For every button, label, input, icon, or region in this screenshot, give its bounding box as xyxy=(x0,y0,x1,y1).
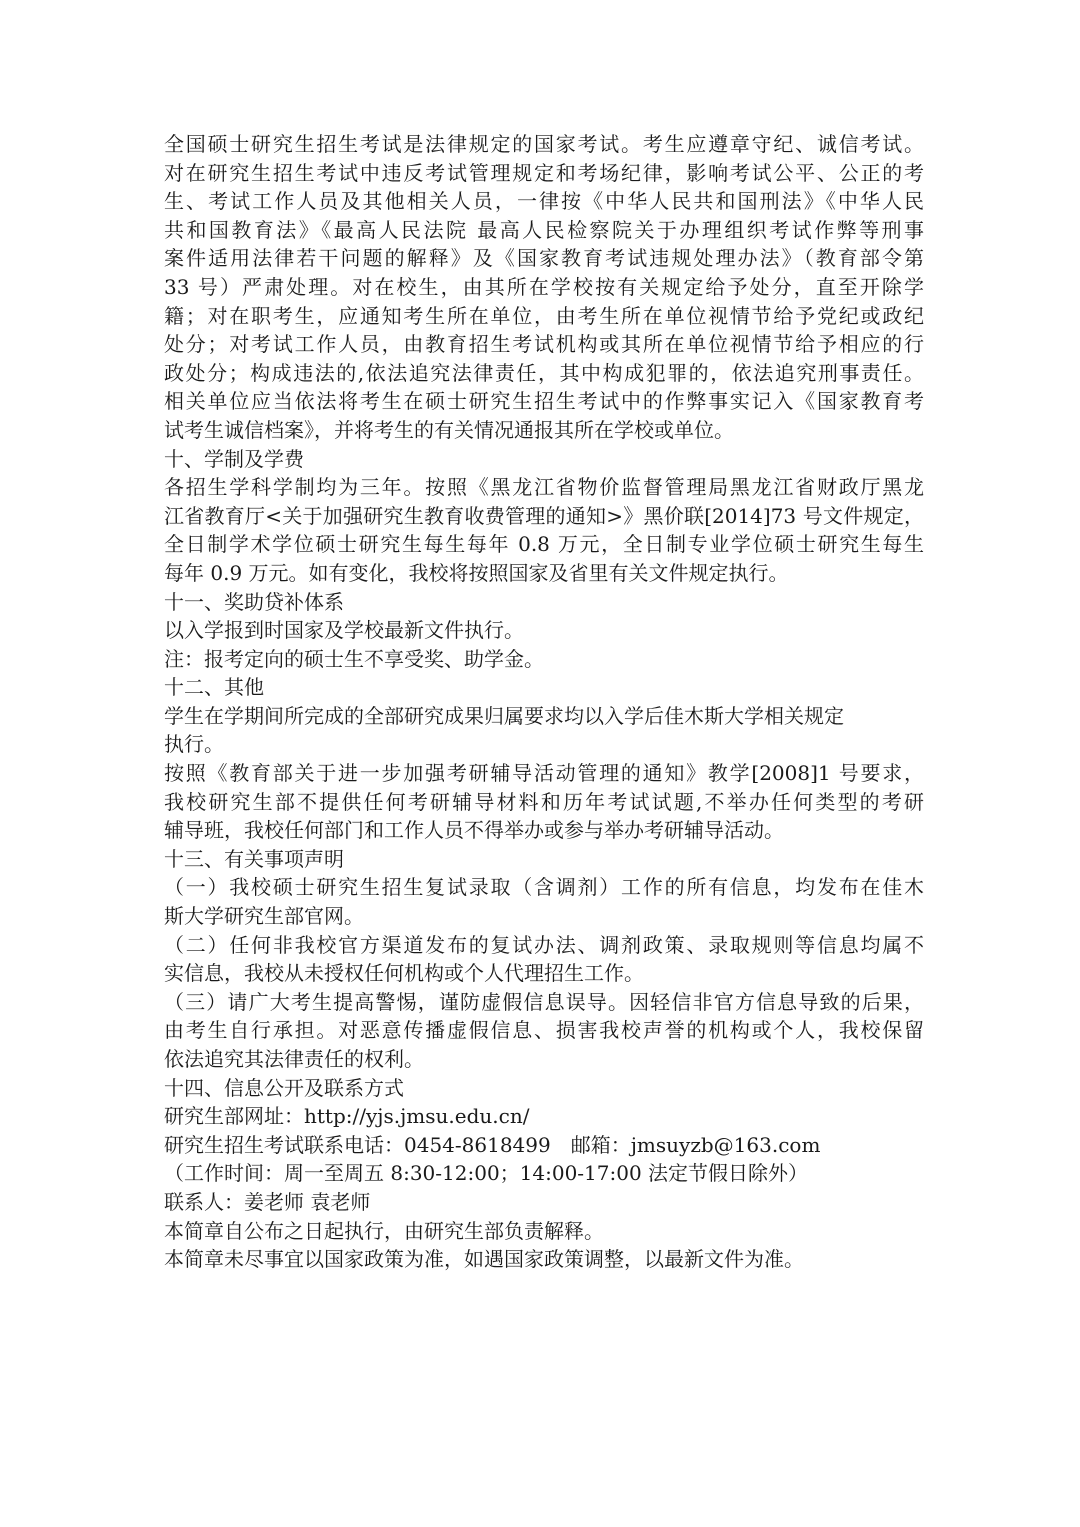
contact-line: 研究生招生考试联系电话：0454-8618499 邮箱：jmsuyzb@163.com xyxy=(164,1132,821,1157)
text-line: 本简章自公布之日起执行，由研究生部负责解释。 xyxy=(164,1218,604,1243)
text-line: 相关单位应当依法将考生在硕士研究生招生考试中的作弊事实记入《国家教育考 xyxy=(164,389,924,414)
text-line: （一）我校硕士研究生招生复试录取（含调剂）工作的所有信息，均发布在佳木 xyxy=(164,875,924,900)
hours-line: （工作时间：周一至周五 8:30-12:00；14:00-17:00 法定节假日除外） xyxy=(164,1161,809,1186)
section-heading: 十四、信息公开及联系方式 xyxy=(164,1075,404,1100)
text-line: （三）请广大考生提高警惕，谨防虚假信息误导。因轻信非官方信息导致的后果， xyxy=(164,989,924,1014)
text-line: 注：报考定向的硕士生不享受奖、助学金。 xyxy=(164,646,544,671)
text-line: 依法追究其法律责任的权利。 xyxy=(164,1047,424,1071)
text-line: 各招生学科学制均为三年。按照《黑龙江省物价监督管理局黑龙江省财政厅黑龙 xyxy=(164,475,924,500)
text-line: 以入学报到时国家及学校最新文件执行。 xyxy=(164,618,524,643)
section-heading: 十二、其他 xyxy=(164,675,264,700)
text-line: 处分；对考试工作人员，由教育招生考试机构或其所在单位视情节给予相应的行 xyxy=(164,332,924,357)
text-line: 33 号）严肃处理。对在校生，由其所在学校按有关规定给予处分，直至开除学 xyxy=(164,274,924,299)
document-body xyxy=(164,130,924,1274)
website-line: 研究生部网址：http://yjs.jmsu.edu.cn/ xyxy=(164,1104,530,1129)
section-heading: 十三、有关事项声明 xyxy=(164,846,344,871)
text-line: 我校研究生部不提供任何考研辅导材料和历年考试试题,不举办任何类型的考研 xyxy=(164,789,924,814)
text-line: 全日制学术学位硕士研究生每生每年 0.8 万元，全日制专业学位硕士研究生每生 xyxy=(164,532,924,557)
contact-person-line: 联系人：姜老师 袁老师 xyxy=(164,1189,371,1214)
text-line: 辅导班，我校任何部门和工作人员不得举办或参与举办考研辅导活动。 xyxy=(164,818,784,843)
text-line: 按照《教育部关于进一步加强考研辅导活动管理的通知》教学[2008]1 号要求， xyxy=(164,761,924,786)
text-line: 共和国教育法》《最高人民法院 最高人民检察院关于办理组织考试作弊等刑事 xyxy=(164,217,924,242)
text-line: 对在研究生招生考试中违反考试管理规定和考场纪律，影响考试公平、公正的考 xyxy=(164,160,924,185)
text-line: 试考生诚信档案》，并将考生的有关情况通报其所在学校或单位。 xyxy=(164,417,734,442)
section-heading: 十、学制及学费 xyxy=(164,446,304,471)
text-line: 斯大学研究生部官网。 xyxy=(164,904,364,929)
text-line: 由考生自行承担。对恶意传播虚假信息、损害我校声誉的机构或个人，我校保留 xyxy=(164,1018,924,1043)
text-line: 生、考试工作人员及其他相关人员，一律按《中华人民共和国刑法》《中华人民 xyxy=(164,189,924,214)
text-line: 学生在学期间所完成的全部研究成果归属要求均以入学后佳木斯大学相关规定 xyxy=(164,703,844,728)
text-line: （二）任何非我校官方渠道发布的复试办法、调剂政策、录取规则等信息均属不 xyxy=(164,932,924,957)
text-line: 政处分；构成违法的,依法追究法律责任，其中构成犯罪的，依法追究刑事责任。 xyxy=(164,360,924,385)
section-heading: 十一、奖助贷补体系 xyxy=(164,589,344,614)
text-line: 实信息，我校从未授权任何机构或个人代理招生工作。 xyxy=(164,961,644,986)
text-line: 本简章未尽事宜以国家政策为准，如遇国家政策调整，以最新文件为准。 xyxy=(164,1247,804,1272)
text-line: 全国硕士研究生招生考试是法律规定的国家考试。考生应遵章守纪、诚信考试。 xyxy=(164,132,924,156)
text-line: 每年 0.9 万元。如有变化，我校将按照国家及省里有关文件规定执行。 xyxy=(164,560,789,585)
text-line: 籍；对在职考生，应通知考生所在单位，由考生所在单位视情节给予党纪或政纪 xyxy=(164,303,924,328)
text-line: 案件适用法律若干问题的解释》及《国家教育考试违规处理办法》（教育部令第 xyxy=(164,246,924,271)
text-line: 江省教育厅<关于加强研究生教育收费管理的通知>》黑价联[2014]73 号文件规定， xyxy=(164,503,924,528)
text-line: 执行。 xyxy=(164,732,224,757)
